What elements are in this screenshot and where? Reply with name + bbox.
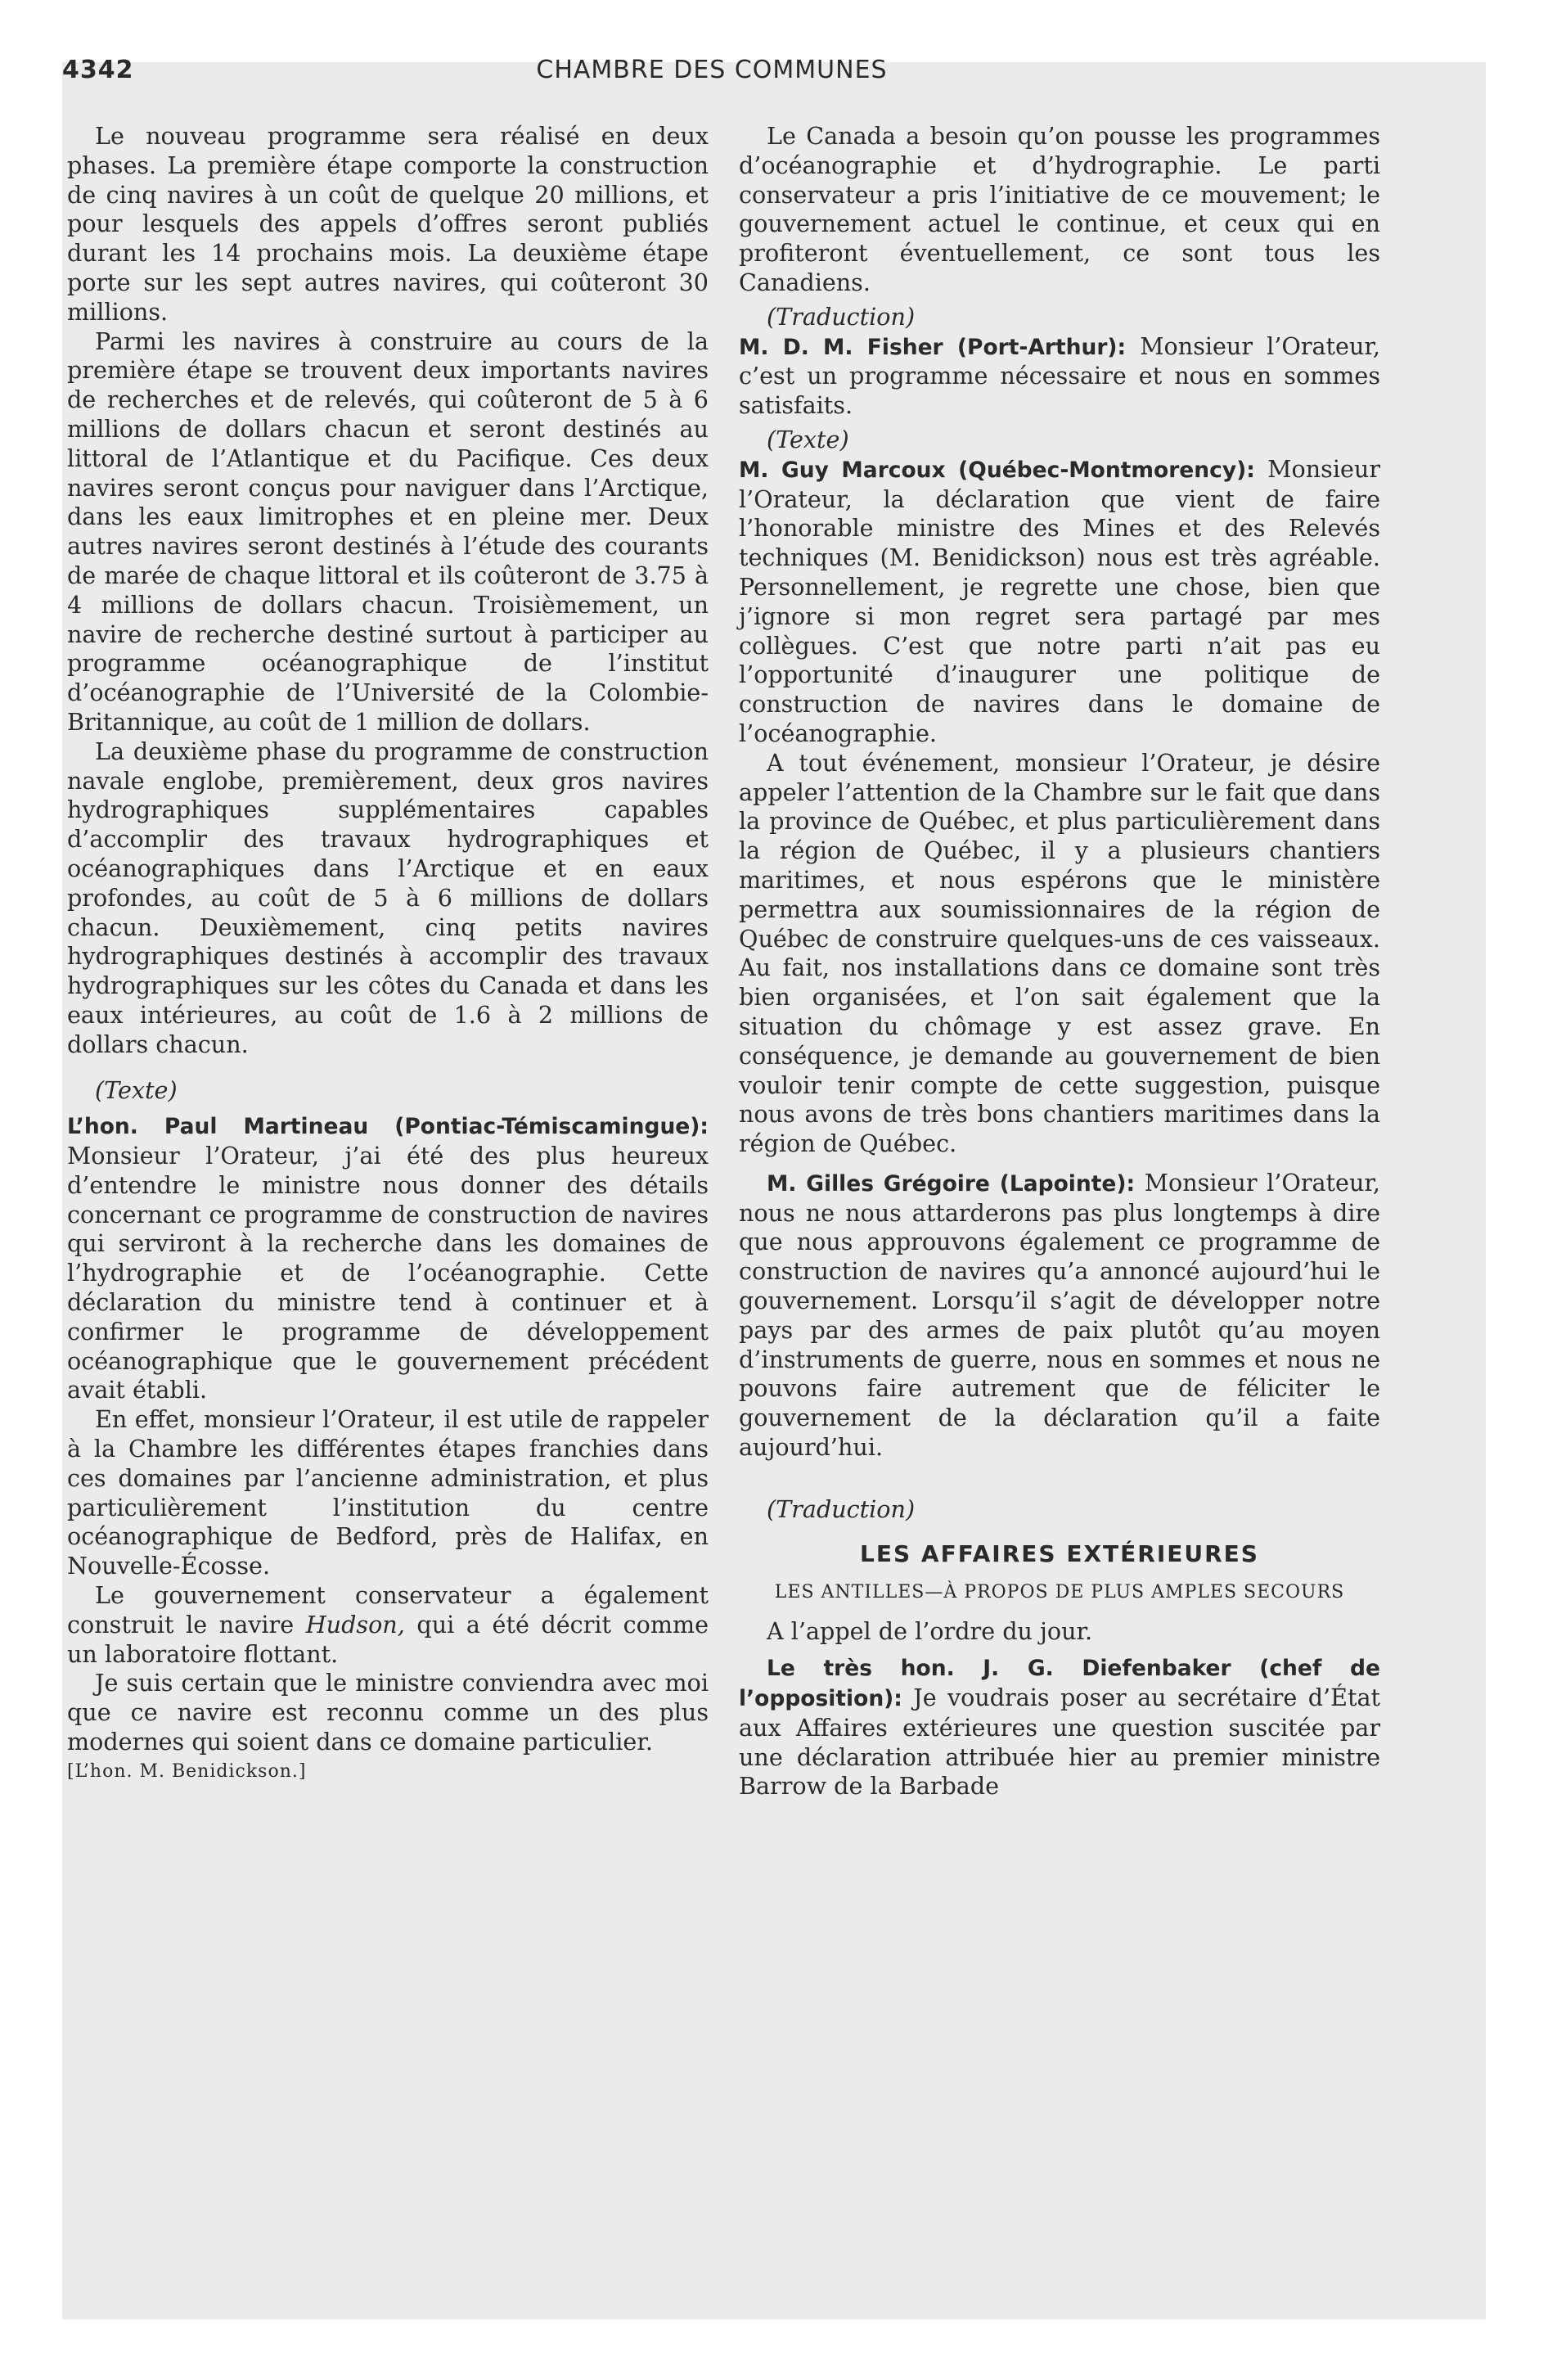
section-title: LES AFFAIRES EXTÉRIEURES: [860, 1539, 1259, 1567]
speech-martineau: [67, 1111, 709, 1405]
rubric-traduction: (Traduction): [767, 1494, 916, 1523]
paragraph: A l’appel de l’ordre du jour.: [767, 1617, 1093, 1646]
paragraph: Le nouveau programme sera réalisé en deux phases. La première étape comporte la construction de cinq navires à un coût de quelque 20 millions, et pour lesquels des appels d’offres seront publiés durant les 14 prochains mois. La deuxième étape porte sur les sept autres navires, qui coûteront 30 millions.: [67, 122, 709, 326]
speech-gregoire: [739, 1169, 1380, 1463]
section-subtitle: LES ANTILLES—À PROPOS DE PLUS AMPLES SECOURS: [774, 1582, 1345, 1603]
speech-text: Monsieur l’Orateur, la déclaration que vient de faire l’honorable ministre des Mines et des Relevés techniques (M. Benidickson) nous est très agréable. Personnellement, je regrette une chose, bien que j’ignore si mon regret sera partagé par mes collègues. C’est que notre parti n’ait pas eu l’opportunité d’inaugurer une politique de construction de navires dans le domaine de l’océanographie.: [739, 454, 1380, 747]
paragraph: La deuxième phase du programme de construction navale englobe, premièrement, deux gros navires hydrographiques supplémentaires capables d’accomplir des travaux hydrographiques et océanographiques dans l’Arctique et en eaux profondes, au coût de 5 à 6 millions de dollars chacun. Deuxièmement, cinq petits navires hydrographiques destinés à accomplir des travaux hydrographiques sur les côtes du Canada et dans les eaux intérieures, au coût de 1.6 à 2 millions de dollars chacun.: [67, 737, 709, 1058]
paragraph: A tout événement, monsieur l’Orateur, je désire appeler l’attention de la Chambre sur le fait que dans la province de Québec, et plus particulièrement dans la région de Québec, il y a plusieurs chantiers maritimes, et nous espérons que le ministère permettra aux soumissionnaires de la région de Québec de construire quelques-uns de ces vaisseaux. Au fait, nos installations dans ce domaine sont très bien organisées, et l’on sait également que la situation du chômage y est assez grave. En conséquence, je demande au gouvernement de bien vouloir tenir compte de cette suggestion, puisque nous avons de très bons chantiers maritimes dans la région de Québec.: [739, 748, 1380, 1158]
speaker-attribution: [L’hon. M. Benidickson.]: [67, 1760, 307, 1782]
paragraph: En effet, monsieur l’Orateur, il est utile de rappeler à la Chambre les différentes étapes franchies dans ces domaines par l’ancienne administration, et plus particulièrement l’institution du centre océanographique de Bedford, près de Halifax, en Nouvelle-Écosse.: [67, 1405, 709, 1580]
speaker-name: L’hon. Paul Martineau (Pontiac-Témiscamingue):: [67, 1114, 709, 1140]
text-segment: Le gouvernement conservateur a également construit le navire: [67, 1581, 709, 1639]
speech-text: Monsieur l’Orateur, j’ai été des plus heureux d’entendre le ministre nous donner des détails concernant ce programme de construction de navires qui serviront à la recherche dans les domaines de l’hydrographie et de l’océanographie. Cette déclaration du ministre tend à continuer et à confirmer le programme de développement océanographique que le gouvernement précédent avait établi.: [67, 1142, 709, 1404]
paragraph: Parmi les navires à construire au cours de la première étape se trouvent deux importants navires de recherches et de relevés, qui coûteront de 5 à 6 millions de dollars chacun et seront destinés au littoral de l’Atlantique et du Pacifique. Ces deux navires seront conçus pour naviguer dans l’Arctique, dans les eaux limitrophes et en pleine mer. Deux autres navires seront destinés à l’étude des courants de marée de chaque littoral et ils coûteront de 3.75 à 4 millions de dollars chacun. Troisièmement, un navire de recherche destiné surtout à participer au programme océanographique de l’institut d’océanographie de l’Université de la Colombie-Britannique, au coût de 1 million de dollars.: [67, 327, 709, 736]
left-column: [67, 122, 709, 1787]
text-segment: qui a été décrit comme un laboratoire flottant.: [67, 1610, 709, 1668]
speech-marcoux: [739, 455, 1380, 749]
rubric-traduction: (Traduction): [767, 302, 916, 331]
speaker-name: M. D. M. Fisher (Port-Arthur):: [739, 334, 1127, 360]
page-number: 4342: [62, 56, 134, 84]
page-header: [62, 56, 1361, 97]
speaker-name: Le très hon. J. G. Diefenbaker (chef de l’opposition):: [739, 1656, 1380, 1712]
speaker-name: M. Guy Marcoux (Québec-Montmorency):: [739, 457, 1255, 483]
rubric-texte: (Texte): [767, 425, 849, 453]
paragraph: Je suis certain que le ministre conviendra avec moi que ce navire est reconnu comme un des plus modernes qui soient dans ce domaine particulier.: [67, 1669, 709, 1756]
speech-diefenbaker: [739, 1653, 1380, 1801]
paragraph: Le Canada a besoin qu’on pousse les programmes d’océanographie et d’hydrographie. Le parti conservateur a pris l’initiative de ce mouvement; le gouvernement actuel le continue, et ceux qui en profiteront éventuellement, ce sont tous les Canadiens.: [739, 122, 1380, 296]
speech-text: Je voudrais poser au secrétaire d’État aux Affaires extérieures une question suscitée par une déclaration attribuée hier au premier ministre Barrow de la Barbade: [739, 1684, 1380, 1801]
speech-text: Monsieur l’Orateur, c’est un programme nécessaire et nous en sommes satisfaits.: [739, 331, 1380, 420]
speech-fisher: [739, 332, 1380, 421]
speaker-name: M. Gilles Grégoire (Lapointe):: [767, 1170, 1136, 1197]
right-column: [739, 122, 1380, 1801]
running-title: CHAMBRE DES COMMUNES: [536, 56, 888, 84]
speech-text: Monsieur l’Orateur, nous ne nous attarderons pas plus longtemps à dire que nous approuvons également ce programme de construction de navires qu’a annoncé aujourd’hui le gouvernement. Lorsqu’il s’agit de développer notre pays par des armes de paix plutôt qu’au moyen d’instruments de guerre, nous en sommes et nous ne pouvons faire autrement que de féliciter le gouvernement de la déclaration qu’il a faite aujourd’hui.: [739, 1168, 1380, 1462]
ship-name: Hudson,: [305, 1610, 405, 1639]
rubric-texte: (Texte): [95, 1075, 178, 1104]
paragraph-hudson: [67, 1581, 709, 1669]
